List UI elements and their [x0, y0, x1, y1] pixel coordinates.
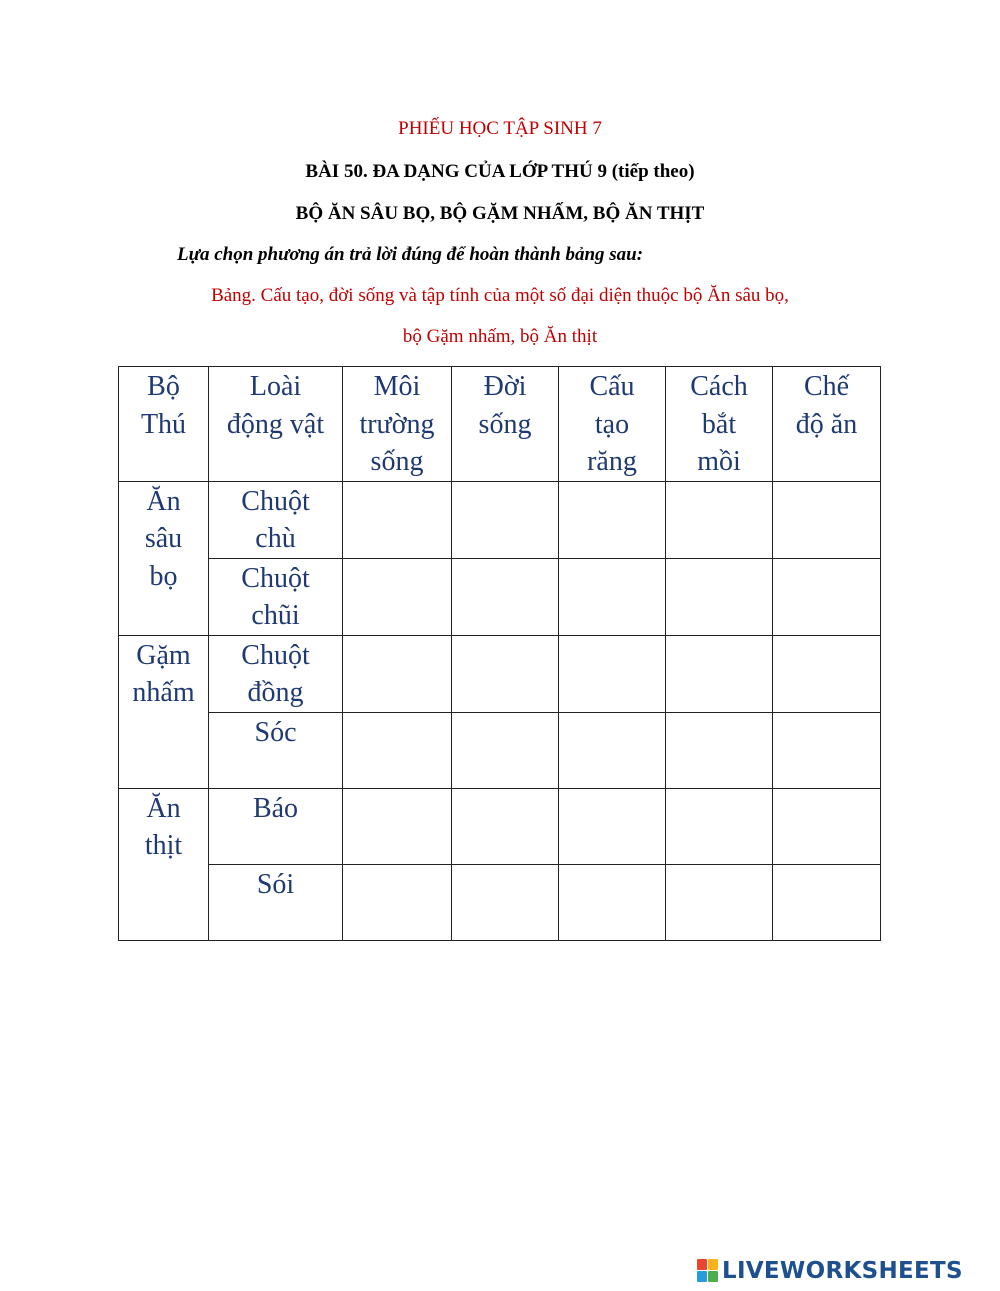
- header-word: Cấu: [589, 371, 635, 402]
- answer-cell[interactable]: [666, 558, 773, 635]
- liveworksheets-brand-text: LIVEWORKSHEETS: [722, 1258, 963, 1284]
- species-cell: [209, 481, 343, 558]
- lesson-title: BÀI 50. ĐA DẠNG CỦA LỚP THÚ 9 (tiếp theo): [305, 161, 695, 182]
- order-word: Gặm: [136, 639, 191, 671]
- header-cell-hunting: [666, 367, 773, 482]
- answer-cell[interactable]: [666, 481, 773, 558]
- species-word: đồng: [247, 677, 304, 708]
- header-word: mồi: [697, 446, 741, 477]
- header-word: độ ăn: [795, 408, 858, 440]
- order-word: Ăn: [146, 792, 181, 824]
- order-cell-rodentia: [119, 635, 209, 788]
- answer-cell[interactable]: [343, 481, 452, 558]
- classification-table: [118, 366, 881, 941]
- table-row: [119, 864, 881, 940]
- species-word: chũi: [251, 600, 300, 631]
- species-cell: [209, 864, 343, 940]
- species-word: chù: [255, 523, 296, 554]
- answer-cell[interactable]: [666, 864, 773, 940]
- answer-cell[interactable]: [559, 712, 666, 788]
- header-cell-habitat: [343, 367, 452, 482]
- table-row: [119, 481, 881, 558]
- answer-cell[interactable]: [666, 788, 773, 864]
- header-word: Bộ: [147, 371, 180, 402]
- worksheet-title: PHIẾU HỌC TẬP SINH 7: [398, 118, 602, 139]
- header-word: bắt: [701, 408, 737, 440]
- header-cell-order: [119, 367, 209, 482]
- species-word: Chuột: [241, 639, 310, 671]
- answer-cell[interactable]: [452, 788, 559, 864]
- table-row: [119, 788, 881, 864]
- answer-cell[interactable]: [773, 712, 881, 788]
- order-cell-carnivora: [119, 788, 209, 940]
- species-word: Sóc: [254, 716, 297, 748]
- order-word: bọ: [149, 560, 178, 592]
- header-word: trường: [359, 408, 435, 440]
- answer-cell[interactable]: [559, 788, 666, 864]
- order-word: thịt: [144, 830, 183, 861]
- answer-cell[interactable]: [343, 635, 452, 712]
- header-word: răng: [587, 446, 637, 477]
- order-cell-insectivora: [119, 481, 209, 635]
- header-word: Chế: [803, 371, 850, 402]
- table-row: [119, 558, 881, 635]
- liveworksheets-watermark: [697, 1256, 963, 1286]
- answer-cell[interactable]: [773, 481, 881, 558]
- species-word: Chuột: [241, 562, 310, 594]
- table-row: [119, 712, 881, 788]
- order-word: Ăn: [146, 485, 181, 517]
- header-cell-species: [209, 367, 343, 482]
- species-cell: [209, 558, 343, 635]
- answer-cell[interactable]: [559, 864, 666, 940]
- order-word: nhấm: [132, 677, 195, 708]
- table-caption-line1: Bảng. Cấu tạo, đời sống và tập tính của một số đại diện thuộc bộ Ăn sâu bọ,: [211, 285, 789, 306]
- species-word: Sói: [256, 868, 295, 900]
- liveworksheets-logo-icon: [697, 1259, 719, 1283]
- answer-cell[interactable]: [559, 558, 666, 635]
- answer-cell[interactable]: [452, 712, 559, 788]
- order-word: sâu: [144, 523, 183, 554]
- answer-cell[interactable]: [666, 635, 773, 712]
- header-word: động vật: [226, 408, 325, 440]
- answer-cell[interactable]: [559, 481, 666, 558]
- header-word: sống: [478, 408, 532, 440]
- header-word: tạo: [594, 408, 630, 440]
- header-word: Cách: [690, 371, 748, 402]
- header-cell-lifestyle: [452, 367, 559, 482]
- answer-cell[interactable]: [452, 558, 559, 635]
- table-header-row: [119, 367, 881, 482]
- table-row: [119, 635, 881, 712]
- species-word: Báo: [252, 792, 299, 824]
- header-word: sống: [370, 446, 424, 477]
- answer-cell[interactable]: [343, 864, 452, 940]
- species-cell: [209, 712, 343, 788]
- answer-cell[interactable]: [773, 558, 881, 635]
- answer-cell[interactable]: [343, 558, 452, 635]
- lesson-subtitle: BỘ ĂN SÂU BỌ, BỘ GẶM NHẤM, BỘ ĂN THỊT: [295, 203, 705, 224]
- header-cell-teeth: [559, 367, 666, 482]
- answer-cell[interactable]: [773, 635, 881, 712]
- instruction-text: Lựa chọn phương án trả lời đúng để hoàn thành bảng sau:: [177, 244, 644, 265]
- header-word: Đời: [483, 371, 527, 402]
- header-word: Loài: [249, 371, 302, 402]
- species-word: Chuột: [241, 485, 310, 517]
- answer-cell[interactable]: [666, 712, 773, 788]
- answer-cell[interactable]: [452, 635, 559, 712]
- answer-cell[interactable]: [343, 712, 452, 788]
- answer-cell[interactable]: [773, 788, 881, 864]
- answer-cell[interactable]: [773, 864, 881, 940]
- header-word: Thú: [140, 408, 187, 440]
- answer-cell[interactable]: [452, 481, 559, 558]
- header-cell-diet: [773, 367, 881, 482]
- answer-cell[interactable]: [343, 788, 452, 864]
- answer-cell[interactable]: [559, 635, 666, 712]
- header-word: Môi: [373, 371, 421, 402]
- species-cell: [209, 788, 343, 864]
- answer-cell[interactable]: [452, 864, 559, 940]
- species-cell: [209, 635, 343, 712]
- table-caption-line2: bộ Gặm nhấm, bộ Ăn thịt: [402, 326, 598, 347]
